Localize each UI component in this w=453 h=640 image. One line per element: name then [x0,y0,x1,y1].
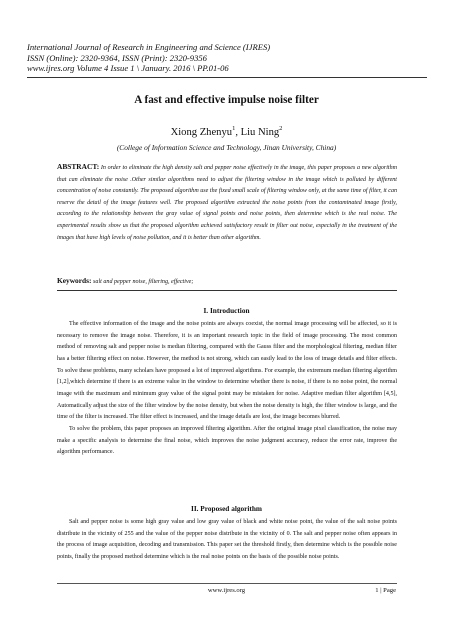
section-heading-introduction: I. Introduction [203,306,250,315]
section-proposed-algorithm-body [57,517,397,564]
keywords-label: Keywords [57,276,90,285]
paper-title: A fast and effective impulse noise filter [134,94,319,106]
footer-url: www.ijres.org [207,587,246,594]
journal-header [27,42,427,74]
footer-divider [57,583,397,584]
abstract [57,161,397,244]
author-2: Liu Ning [240,127,280,138]
abstract-label: ABSTRACT: [57,162,100,171]
intro-paragraph-2: To solve the problem, this paper proposes an improved filtering algorithm. After the original image pixel classification, the noise may make a specific analysis to determine the final noise, which improves the noise judgment accuracy, reduce the error rate, improve the algorithm performance. [57,425,397,456]
author-separator: , [235,127,241,138]
author-1-affiliation-mark: 1 [232,125,236,132]
author-line [0,125,453,138]
keywords-text: salt and pepper noise, filtering, effective; [91,279,194,285]
journal-name: International Journal of Research in Engineering and Science (IJRES) [27,42,271,52]
keywords [57,276,397,285]
abstract-text: In order to eliminate the high density salt and pepper noise effectively in the image, this paper proposes a new algorithm that can eliminate the noise .Other similar algorithms need to adjust the filtering window in the image which is polluted by different concentration of noise constantly. The proposed algorithm use the fixed small scale of filtering window only, at the same time of filter, it can reserve the detail of the image features well. The proposed algorithm extracted the noise points from the contaminated image firstly, according to the relationship between the gray value of signal points and noise points, then determine which is the real noise. The experimental results show us that the proposed algorithm achieved satisfactory result in filter out noise, especially in the treatment of the images that have high levels of noise pollution, and it is better than other algorithm. [57,165,397,241]
author-2-affiliation-mark: 2 [279,125,283,132]
header-divider [27,77,427,78]
affiliation: (College of Information Science and Technology, Jinan University, China) [116,143,337,152]
journal-issn: ISSN (Online): 2320-9364, ISSN (Print): 2320-9356 [27,52,207,63]
section-introduction-body [57,319,397,459]
algorithm-paragraph-1: Salt and pepper noise is some high gray value and low gray value of black and white noise point, the value of the salt noise points distribute in the vicinity of 255 and the value of the pepper noise distribute in the vicinity of 0. The salt and pepper noise often appears in the process of image acquisition, decoding and transmission. This paper set the threshold firstly, then determine which is the possible noise points, finally the proposed method determine which is the real noise points on the basis of the possible noise points. [57,519,397,560]
keywords-divider [57,290,397,291]
intro-paragraph-1: The effective information of the image and the noise points are always coexist, the normal image processing will be affected, so it is necessary to remove the image noise. Therefore, it is an important research topic in the field of image processing. The most common method of removing salt and pepper noise is median filtering, compared with the Gauss filter and the morphological filtering, median filter has a better filtering effect on noise. However, the method is not strong, which can easily lead to the loss of image details and filter effects. To solve these problems, many scholars have proposed a lot of improved algorithms. For example, the extremum median filtering algorithm [1,2],which determine if there is an extreme value in the window to determine whether there is noise, if there is no noise point, the normal image with the maximum and minimum gray value of the signal point may be mistaken for noise. Adaptive median filter algorithm [4,5], Automatically adjust the size of the filter window by the noise density, but when the noise density is high, the filter window is large, and the time of the filter is increased. The filter effect is increased, and the image details are lost, the image becomes blurred. [57,321,397,421]
journal-issue: www.ijres.org Volume 4 Issue 1 \ January. 2016 \ PP.01-06 [27,63,229,74]
author-1: Xiong Zhenyu [170,127,233,138]
footer-page-number: 1 | Page [375,587,396,594]
section-heading-proposed-algorithm: II. Proposed algorithm [190,504,262,513]
keywords-colon: : [89,276,92,285]
